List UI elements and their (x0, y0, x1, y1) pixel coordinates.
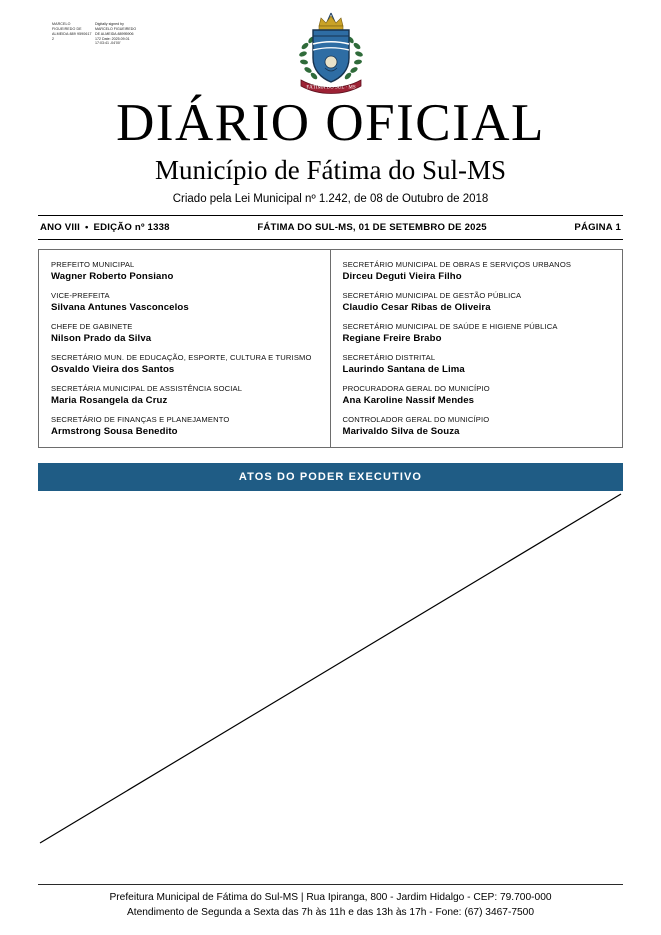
official-role: CHEFE DE GABINETE (51, 322, 133, 332)
masthead (38, 96, 623, 205)
official-name: Laurindo Santana de Lima (342, 364, 465, 376)
official-name: Armstrong Sousa Benedito (51, 426, 178, 438)
footer-address-line: Prefeitura Municipal de Fátima do Sul-MS | Rua Ipiranga, 800 - Jardim Hidalgo - CEP: 79.700-000 (109, 892, 552, 904)
digital-signature-stamp (52, 22, 140, 82)
creation-law-text: Criado pela Lei Municipal nº 1.242, de 08 de Outubro de 2018 (172, 193, 489, 206)
content-blank-area (38, 491, 623, 846)
issue-year: ANO VIII (40, 222, 80, 234)
issue-page-number: PÁGINA 1 (574, 222, 621, 234)
coat-of-arms-icon (285, 10, 377, 98)
official-role: CONTROLADOR GERAL DO MUNICÍPIO (342, 415, 490, 425)
issue-bar (38, 216, 623, 240)
official-entry (51, 384, 318, 406)
issue-edition: EDIÇÃO nº 1338 (93, 222, 170, 234)
official-role: SECRETÁRIO MUN. DE EDUCAÇÃO, ESPORTE, CULTURA E TURISMO (51, 353, 312, 363)
issue-separator: • (84, 222, 89, 234)
official-entry (343, 415, 611, 437)
officials-column-left (39, 250, 331, 447)
issue-place-date: FÁTIMA DO SUL-MS, 01 DE SETEMBRO DE 2025 (257, 222, 487, 234)
signature-name-text: MARCELO FIGUEIREDO DE ALMEIDA:889 9590617 2 (52, 22, 92, 41)
page-title: DIÁRIO OFICIAL (116, 94, 545, 152)
official-entry (51, 415, 318, 437)
signature-details-text: Digitally signed by MARCELO FIGUEIREDO DE ALMEIDA:88995906 172 Date: 2025.09.01 17:03:41 -04'00' (95, 22, 137, 46)
official-role: SECRETÁRIO MUNICIPAL DE SAÚDE E HIGIENE PÚBLICA (342, 322, 558, 332)
official-entry (51, 291, 318, 313)
issue-year-edition (40, 222, 170, 233)
official-role: SECRETÁRIO DE FINANÇAS E PLANEJAMENTO (51, 415, 230, 425)
official-name: Claudio Cesar Ribas de Oliveira (342, 302, 491, 314)
official-name: Silvana Antunes Vasconcelos (51, 302, 189, 314)
official-name: Marivaldo Silva de Souza (342, 426, 460, 438)
official-entry (343, 291, 611, 313)
official-entry (51, 260, 318, 282)
official-entry (343, 260, 611, 282)
official-entry (343, 353, 611, 375)
page-subtitle: Município de Fátima do Sul-MS (155, 154, 506, 185)
official-name: Nilson Prado da Silva (51, 333, 152, 345)
official-role: SECRETÁRIO MUNICIPAL DE GESTÃO PÚBLICA (342, 291, 522, 301)
official-role: SECRETÁRIA MUNICIPAL DE ASSISTÊNCIA SOCIAL (51, 384, 243, 394)
page-footer (38, 884, 623, 921)
diagonal-strike-line (38, 491, 623, 846)
official-entry (343, 322, 611, 344)
footer-hours-line: Atendimento de Segunda a Sexta das 7h às 11h e das 13h às 17h - Fone: (67) 3467-7500 (126, 907, 535, 919)
official-name: Regiane Freire Brabo (342, 333, 442, 345)
official-entry (51, 353, 318, 375)
official-name: Osvaldo Vieira dos Santos (51, 364, 175, 376)
official-entry (51, 322, 318, 344)
section-banner-atos-poder-executivo: ATOS DO PODER EXECUTIVO (38, 463, 623, 491)
official-role: PREFEITO MUNICIPAL (51, 260, 135, 270)
official-entry (343, 384, 611, 406)
official-name: Dirceu Deguti Vieira Filho (342, 271, 462, 283)
svg-text:FÁTIMA DO SUL · MS: FÁTIMA DO SUL · MS (305, 85, 356, 91)
official-role: PROCURADORA GERAL DO MUNICÍPIO (342, 384, 490, 394)
official-name: Wagner Roberto Ponsiano (51, 271, 174, 283)
official-role: SECRETÁRIO MUNICIPAL DE OBRAS E SERVIÇOS URBANOS (342, 260, 572, 270)
official-role: VICE-PREFEITA (51, 291, 110, 301)
officials-column-right (331, 250, 623, 447)
official-name: Ana Karoline Nassif Mendes (342, 395, 475, 407)
official-name: Maria Rosangela da Cruz (51, 395, 168, 407)
official-role: SECRETÁRIO DISTRITAL (342, 353, 436, 363)
officials-table (38, 249, 623, 448)
